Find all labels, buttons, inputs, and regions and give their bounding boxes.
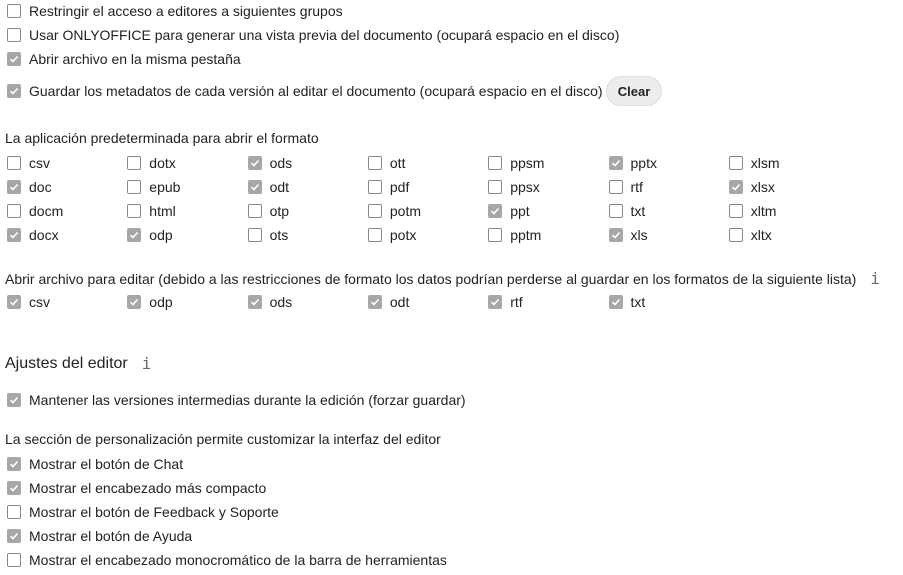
format-label: otp <box>269 203 290 219</box>
edit-format-option-odt[interactable] <box>368 292 409 312</box>
format-checkbox-epub[interactable] <box>127 180 141 194</box>
format-label: xltx <box>750 227 772 243</box>
format-option-ppsm[interactable] <box>488 153 544 173</box>
format-option-txt[interactable] <box>609 201 646 221</box>
chat-button-checkbox[interactable] <box>7 457 21 471</box>
feedback-button-option[interactable] <box>7 502 279 522</box>
same-tab-label: Abrir archivo en la misma pestaña <box>29 51 241 67</box>
edit-format-checkbox-txt[interactable] <box>609 295 623 309</box>
edit-format-option-txt[interactable] <box>609 292 646 312</box>
versions-metadata-checkbox[interactable] <box>7 84 21 98</box>
format-checkbox-xltm[interactable] <box>729 204 743 218</box>
edit-format-label: txt <box>630 294 646 310</box>
check-icon <box>490 206 500 216</box>
format-checkbox-xltx[interactable] <box>729 228 743 242</box>
format-checkbox-odp[interactable] <box>127 228 141 242</box>
same-tab-option[interactable] <box>7 49 241 69</box>
edit-format-checkbox-csv[interactable] <box>7 295 21 309</box>
format-label: potx <box>389 227 417 243</box>
format-label: ppsm <box>510 155 545 171</box>
format-label: xlsx <box>750 179 775 195</box>
default-app-title: La aplicación predeterminada para abrir el formato <box>5 130 319 146</box>
format-label: xlsm <box>750 155 780 171</box>
check-icon <box>250 182 260 192</box>
format-option-xlsm[interactable] <box>729 153 780 173</box>
check-icon <box>9 395 19 405</box>
format-option-pptx[interactable] <box>609 153 657 173</box>
format-checkbox-xlsx[interactable] <box>729 180 743 194</box>
forcesave-checkbox[interactable] <box>7 393 21 407</box>
format-checkbox-ots[interactable] <box>248 228 262 242</box>
format-label: xls <box>630 227 648 243</box>
format-checkbox-ppsx[interactable] <box>488 180 502 194</box>
format-option-docx[interactable] <box>7 225 59 245</box>
format-checkbox-potm[interactable] <box>368 204 382 218</box>
format-option-pdf[interactable] <box>368 177 409 197</box>
edit-formats-title-row <box>5 269 880 288</box>
format-option-epub[interactable] <box>127 177 180 197</box>
restrict-groups-label: Restringir el acceso a editores a siguientes grupos <box>29 3 343 19</box>
edit-format-checkbox-rtf[interactable] <box>488 295 502 309</box>
chat-button-label: Mostrar el botón de Chat <box>29 456 184 472</box>
versions-metadata-option[interactable] <box>7 81 603 101</box>
format-checkbox-pdf[interactable] <box>368 180 382 194</box>
format-option-odp[interactable] <box>127 225 172 245</box>
format-option-doc[interactable] <box>7 177 52 197</box>
edit-formats-title: Abrir archivo para editar (debido a las restricciones de formato los datos podrían perderse al guardar en los formatos de la siguiente lista) <box>5 270 857 287</box>
format-option-ots[interactable] <box>248 225 289 245</box>
info-icon[interactable]: i <box>870 269 880 288</box>
check-icon <box>611 297 621 307</box>
check-icon <box>9 182 19 192</box>
forcesave-label: Mantener las versiones intermedias durante la edición (forzar guardar) <box>29 392 466 408</box>
customization-title: La sección de personalización permite customizar la interfaz del editor <box>5 431 441 447</box>
editor-settings-title: Ajustes del editor <box>5 354 128 372</box>
format-checkbox-txt[interactable] <box>609 204 623 218</box>
format-label: ods <box>269 155 293 171</box>
check-icon <box>9 297 19 307</box>
format-option-potm[interactable] <box>368 201 421 221</box>
format-label: docm <box>29 203 64 219</box>
format-label: txt <box>630 203 646 219</box>
check-icon <box>9 86 19 96</box>
format-option-dotx[interactable] <box>127 153 175 173</box>
help-button-checkbox[interactable] <box>7 529 21 543</box>
monochrome-header-option[interactable] <box>7 550 447 570</box>
same-tab-checkbox[interactable] <box>7 52 21 66</box>
format-option-xlsx[interactable] <box>729 177 775 197</box>
format-checkbox-ott[interactable] <box>368 156 382 170</box>
monochrome-header-label: Mostrar el encabezado monocromático de la barra de herramientas <box>29 552 447 568</box>
check-icon <box>129 297 139 307</box>
edit-format-checkbox-odp[interactable] <box>127 295 141 309</box>
format-checkbox-ppsm[interactable] <box>488 156 502 170</box>
monochrome-header-checkbox[interactable] <box>7 553 21 567</box>
format-checkbox-csv[interactable] <box>7 156 21 170</box>
preview-checkbox[interactable] <box>7 28 21 42</box>
format-label: doc <box>29 179 52 195</box>
edit-format-label: odp <box>149 294 173 310</box>
chat-button-option[interactable] <box>7 454 183 474</box>
format-option-ppsx[interactable] <box>488 177 540 197</box>
format-checkbox-otp[interactable] <box>248 204 262 218</box>
format-checkbox-doc[interactable] <box>7 180 21 194</box>
format-checkbox-pptm[interactable] <box>488 228 502 242</box>
format-option-otp[interactable] <box>248 201 289 221</box>
edit-format-checkbox-odt[interactable] <box>368 295 382 309</box>
edit-format-label: ods <box>269 294 293 310</box>
format-label: pdf <box>389 179 410 195</box>
preview-option[interactable] <box>7 25 619 45</box>
format-label: epub <box>149 179 181 195</box>
info-icon[interactable]: i <box>141 354 152 373</box>
format-label: xltm <box>750 203 777 219</box>
restrict-groups-option[interactable] <box>7 1 343 21</box>
format-label: ott <box>389 155 406 171</box>
edit-format-option-ods[interactable] <box>248 292 293 312</box>
format-option-ott[interactable] <box>368 153 406 173</box>
format-checkbox-pptx[interactable] <box>609 156 623 170</box>
versions-metadata-label: Guardar los metadatos de cada versión al editar el documento (ocupará espacio en el disco) <box>29 83 603 99</box>
feedback-button-label: Mostrar el botón de Feedback y Soporte <box>29 504 279 520</box>
compact-header-option[interactable] <box>7 478 266 498</box>
format-checkbox-ods[interactable] <box>248 156 262 170</box>
format-label: rtf <box>630 179 643 195</box>
check-icon <box>9 54 19 64</box>
format-checkbox-html[interactable] <box>127 204 141 218</box>
preview-label: Usar ONLYOFFICE para generar una vista previa del documento (ocupará espacio en el disco) <box>29 27 620 43</box>
check-icon <box>731 182 741 192</box>
format-label: html <box>149 203 176 219</box>
format-option-ppt[interactable] <box>488 201 529 221</box>
format-label: docx <box>29 227 59 243</box>
check-icon <box>129 230 139 240</box>
format-option-xltx[interactable] <box>729 225 772 245</box>
format-checkbox-potx[interactable] <box>368 228 382 242</box>
help-button-label: Mostrar el botón de Ayuda <box>29 528 193 544</box>
check-icon <box>9 230 19 240</box>
format-label: csv <box>29 155 50 171</box>
feedback-button-checkbox[interactable] <box>7 505 21 519</box>
format-checkbox-docx[interactable] <box>7 228 21 242</box>
format-option-csv[interactable] <box>7 153 50 173</box>
check-icon <box>370 297 380 307</box>
format-option-pptm[interactable] <box>488 225 541 245</box>
format-option-rtf[interactable] <box>609 177 643 197</box>
check-icon <box>9 483 19 493</box>
editor-settings-heading <box>5 354 151 373</box>
format-label: pptm <box>510 227 542 243</box>
format-checkbox-ppt[interactable] <box>488 204 502 218</box>
format-label: pptx <box>630 155 657 171</box>
edit-format-checkbox-ods[interactable] <box>248 295 262 309</box>
compact-header-label: Mostrar el encabezado más compacto <box>29 480 267 496</box>
format-label: odt <box>269 179 290 195</box>
format-label: ppt <box>510 203 530 219</box>
format-option-potx[interactable] <box>368 225 416 245</box>
forcesave-option[interactable] <box>7 390 466 410</box>
check-icon <box>611 158 621 168</box>
edit-format-option-odp[interactable] <box>127 292 172 312</box>
format-checkbox-dotx[interactable] <box>127 156 141 170</box>
check-icon <box>9 459 19 469</box>
format-checkbox-rtf[interactable] <box>609 180 623 194</box>
format-option-ods[interactable] <box>248 153 293 173</box>
check-icon <box>250 158 260 168</box>
format-checkbox-xls[interactable] <box>609 228 623 242</box>
format-label: odp <box>149 227 173 243</box>
format-option-odt[interactable] <box>248 177 289 197</box>
format-label: ppsx <box>510 179 540 195</box>
help-button-option[interactable] <box>7 526 192 546</box>
format-label: ots <box>269 227 289 243</box>
edit-format-label: rtf <box>510 294 523 310</box>
edit-format-label: odt <box>389 294 410 310</box>
check-icon <box>250 297 260 307</box>
edit-format-option-rtf[interactable] <box>488 292 522 312</box>
check-icon <box>611 230 621 240</box>
format-checkbox-xlsm[interactable] <box>729 156 743 170</box>
format-checkbox-docm[interactable] <box>7 204 21 218</box>
format-label: potm <box>389 203 422 219</box>
format-option-docm[interactable] <box>7 201 63 221</box>
format-option-xltm[interactable] <box>729 201 777 221</box>
edit-format-option-csv[interactable] <box>7 292 50 312</box>
format-label: dotx <box>149 155 176 171</box>
format-option-xls[interactable] <box>609 225 648 245</box>
check-icon <box>9 531 19 541</box>
format-checkbox-odt[interactable] <box>248 180 262 194</box>
clear-metadata-button[interactable]: Clear <box>606 76 662 106</box>
edit-format-label: csv <box>29 294 50 310</box>
check-icon <box>490 297 500 307</box>
format-option-html[interactable] <box>127 201 175 221</box>
restrict-groups-checkbox[interactable] <box>7 4 21 18</box>
compact-header-checkbox[interactable] <box>7 481 21 495</box>
